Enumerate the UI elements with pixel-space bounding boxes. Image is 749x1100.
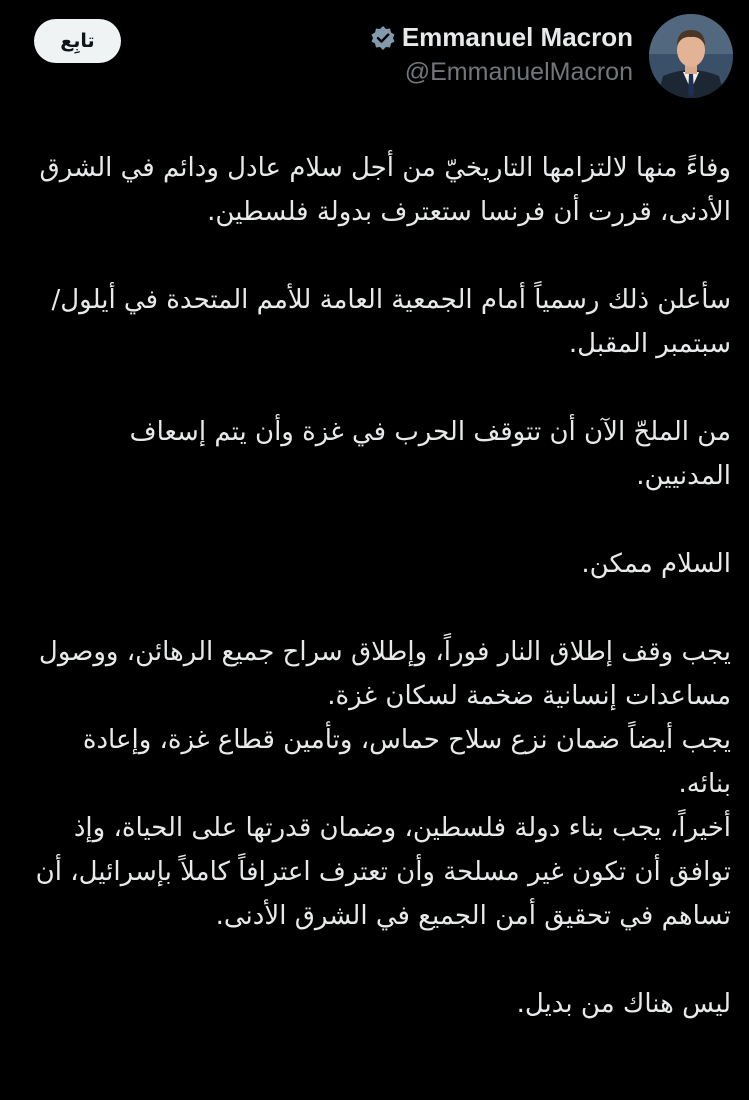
- tweet-paragraph: يجب وقف إطلاق النار فوراً، وإطلاق سراح جميع الرهائن، ووصول مساعدات إنسانية ضخمة لسكان غزة.: [38, 637, 731, 711]
- tweet-paragraph: سأعلن ذلك رسمياً أمام الجمعية العامة للأمم المتحدة في أيلول/سبتمبر المقبل.: [51, 285, 731, 359]
- profile-photo: [649, 14, 733, 98]
- author-name-row: [370, 22, 633, 53]
- author-display-name[interactable]: Emmanuel Macron: [401, 22, 633, 52]
- tweet-paragraph: يجب أيضاً ضمان نزع سلاح حماس، وتأمين قطاع غزة، وإعادة بنائه.: [82, 725, 731, 799]
- verified-badge-icon: [370, 25, 396, 51]
- tweet-paragraph: من الملحّ الآن أن تتوقف الحرب في غزة وأن يتم إسعاف المدنيين.: [129, 417, 731, 491]
- tweet-paragraph: ليس هناك من بديل.: [516, 989, 731, 1019]
- tweet-paragraph: وفاءً منها لالتزامها التاريخيّ من أجل سلام عادل ودائم في الشرق الأدنى، قررت أن فرنسا ستعترف بدولة فلسطين.: [39, 153, 731, 227]
- tweet-header: [0, 0, 749, 110]
- tweet-paragraph: أخيراً، يجب بناء دولة فلسطين، وضمان قدرتها على الحياة، وإذ توافق أن تكون غير مسلحة وأن تعترف اعترافاً كاملاً بإسرائيل، أن تساهم في تحقيق أمن الجميع في الشرق الأدنى.: [35, 813, 731, 931]
- author-handle[interactable]: @EmmanuelMacron: [404, 58, 633, 86]
- tweet-paragraph: السلام ممكن.: [581, 549, 731, 579]
- follow-button[interactable]: تابِع: [34, 19, 121, 63]
- tweet-text: [28, 146, 731, 1070]
- avatar[interactable]: [649, 14, 733, 98]
